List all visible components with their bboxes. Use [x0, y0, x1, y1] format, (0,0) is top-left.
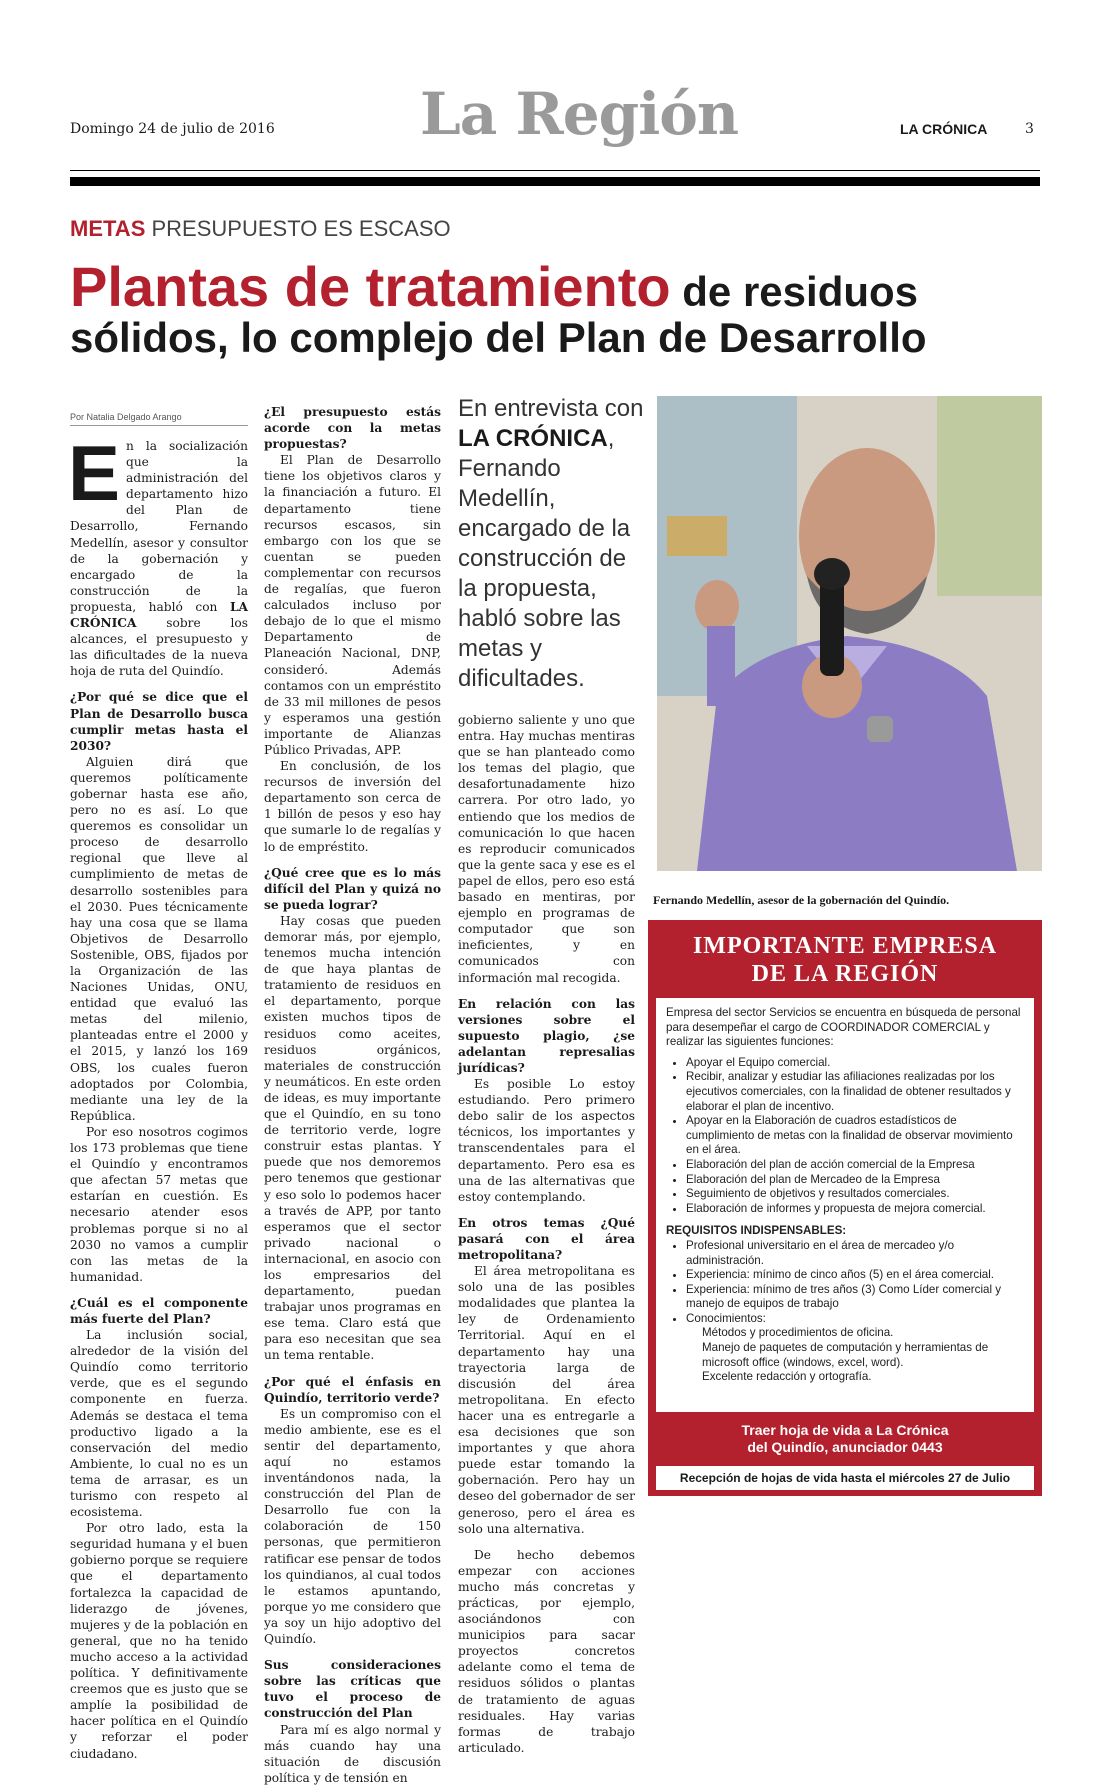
dropcap: E	[68, 429, 121, 517]
header-rule-thick	[70, 177, 1040, 186]
question-1: ¿Por qué se dice que el Plan de Desarrollo busca cumplir metas hasta el 2030?	[70, 690, 248, 753]
ad-body	[656, 998, 1034, 1412]
answer-3a: El Plan de Desarrollo tiene los objetivos claros y la financiación a futuro. El departamento tiene recursos escasos, sin embargo con los que se cuentan se pueden complementar con recursos de regalías, que fueron calculados incluso por debajo de lo que el mismo Departamento de Planeación Nacional, DNP, consideró. Además contamos con un empréstito de 33 mil millones de pesos y esperamos una gestión importante de Alianzas Público Privadas, APP.	[264, 453, 441, 757]
ad-function-item: • Recibir, analizar y estudiar las afiliaciones realizadas por los ejecutivos comerciales, con la finalidad de obtener resultados y elaborar el plan de incentivo.	[686, 1070, 1024, 1114]
ad-function-item: • Elaboración de informes y propuesta de mejora comercial.	[686, 1202, 1024, 1217]
photo-illustration	[657, 396, 1042, 871]
pull-quote-pre: En entrevista con	[458, 395, 644, 422]
classified-ad	[648, 920, 1042, 1496]
page-number: 3	[1025, 121, 1034, 137]
intro-text-b: sobre los alcances, el presupuesto y las dificultades de la nueva hoja de ruta del Quindío.	[70, 616, 248, 679]
ad-requirement-item: • Experiencia: mínimo de cinco años (5) en el área comercial.	[686, 1268, 1024, 1283]
question-5: ¿Por qué el énfasis en Quindío, territorio verde?	[264, 1374, 441, 1405]
pull-quote-post: , Fernando Medellín, encargado de la construcción de la propuesta, habló sobre las metas y dificultades.	[458, 425, 631, 692]
ad-title-line-1: IMPORTANTE EMPRESA	[692, 933, 998, 959]
answer-5: Es un compromiso con el medio ambiente, ese es el sentir del departamento, aquí no estamos inventándonos nada, la construcción del Plan de Desarrollo fue con la colaboración de 150 personas, que permitieron ratificar ese pensar de todos los quindianos, al cual todos le estamos apuntando, porque yo me considero que ya soy un hijo adoptivo del Quindío.	[264, 1406, 441, 1647]
answer-1a: Alguien dirá que queremos políticamente gobernar hasta ese año, pero no es así. Lo que queremos es consolidar un proceso de desarrollo regional que lleve al cumplimiento de metas de desarrollo sostenibles para el 2030. Pues técnicamente hay una cosa que se llama Objetivos de Desarrollo Sostenible, OBS, fijados por la Organización de las Naciones Unidas, ONU, entidad que evaluó las metas del milenio, planteadas entre el 2000 y el 2015, y lanzó los 169 OBS, los cuales fueron adoptados por Colombia, mediante una ley de la República.	[70, 754, 248, 1123]
pull-quote-brand: LA CRÓNICA	[458, 425, 608, 452]
ad-requirement-item: • Profesional universitario en el área de mercadeo y/o administración.	[686, 1239, 1024, 1268]
ad-requirements-title: REQUISITOS INDISPENSABLES:	[666, 1224, 847, 1238]
section-title: La Región	[420, 80, 739, 148]
ad-title-line-2: DE LA REGIÓN	[751, 961, 939, 987]
ad-title	[656, 932, 1034, 988]
ad-deadline: Recepción de hojas de vida hasta el miércoles 27 de Julio	[656, 1466, 1034, 1490]
headline	[70, 255, 1045, 362]
intro-text-a: n la socialización que la administración del departamento hizo del Plan de Desarrollo, Fernando Medellín, asesor y consultor de la gobernación y encargado de la construcción de la propuesta, habló con	[70, 439, 248, 614]
ad-call-line-1: Traer hoja de vida a La Crónica	[741, 1422, 949, 1438]
answer-4: Hay cosas que pueden demorar más, por ejemplo, tenemos mucha intención de que haya plantas de tratamiento de residuos en el departamento, porque existen muchos tipos de residuos como aceites, residuos orgánicos, materiales de construcción y neumáticos. En este orden de ideas, es muy importante que el Quindío, en su tono de territorio verde, logre construir estas plantas. Y puede que nos demoremos pero tenemos que gestionar y eso solo lo podemos hacer a través de APP, por tanto esperamos que el sector privado nacional o internacional, en asocio con los empresarios del departamento, puedan trabajar unos programas en ese tema. Claro está que para eso necesitan que sea un tema rentable.	[264, 913, 441, 1363]
headline-red: Plantas de tratamiento	[70, 255, 671, 318]
ad-function-item: • Elaboración del plan de acción comercial de la Empresa	[686, 1158, 1024, 1173]
answer-6b: gobierno saliente y uno que entra. Hay muchas mentiras que se han planteado como los temas del plagio, que desafortunadamente hizo carrera. Por otro lado, yo entiendo que los medios de comunicación lo que hacen es reproducir comunicados que la gente saca y ese es el papel de ellos, pero eso está basado en mentiras, por ejemplo en programas de computador que son ineficientes, y en comunicados con información mal recogida.	[458, 713, 635, 985]
ad-knowledge-list	[702, 1326, 1024, 1384]
article-column-2	[264, 404, 441, 1786]
ad-function-item: • Apoyar el Equipo comercial.	[686, 1056, 1024, 1071]
article-kicker	[70, 216, 451, 242]
article-column-1	[68, 429, 248, 1772]
intro-brand: LA CRÓNICA	[70, 599, 248, 631]
answer-8b: De hecho debemos empezar con acciones mucho más concretas y prácticas, por ejemplo, asociándonos con municipios para sacar proyectos concretos adelante como el tema de residuos sólidos o plantas de tratamiento de aguas residuales. Hay varias formas de trabajo articulado.	[458, 1547, 635, 1755]
question-6: Sus consideraciones sobre las críticas que tuvo el proceso de construcción del Plan	[264, 1658, 441, 1721]
ad-call-line-2: del Quindío, anunciador 0443	[747, 1439, 943, 1455]
intro-paragraph	[68, 429, 248, 679]
question-2: ¿Cuál es el componente más fuerte del Plan?	[70, 1295, 248, 1326]
byline: Por Natalia Delgado Arango	[70, 412, 182, 422]
ad-intro: Empresa del sector Servicios se encuentra en búsqueda de personal para desempeñar el cargo de COORDINADOR COMERCIAL y realizar las siguientes funciones:	[666, 1006, 1021, 1049]
question-4: ¿Qué cree que es lo más difícil del Plan y quizá no se pueda lograr?	[264, 865, 441, 912]
ad-requirement-item: • Experiencia: mínimo de tres años (3) Como Líder comercial y manejo de equipos de trabajo	[686, 1283, 1024, 1312]
answer-8a: El área metropolitana es solo una de las posibles modalidades que plantea la ley de Ordenamiento Territorial. Aquí en el departamento hay una trayectoria larga de discusión del área metropolitana. En efecto hacer una es entregarle a esa decisiones que son importantes y que ahora puede estar tomando la gobernación. Pero hay un deseo del gobernador de ser generoso, pero el área es solo una alternativa.	[458, 1264, 635, 1536]
answer-2a: La inclusión social, alrededor de la visión del Quindío como territorio verde, que es el segundo componente en fuerza. Además se destaca el tema productivo ligado a la conservación del medio Ambiente, lo cual no es un tema de arrasar, es un turismo con respeto al ecosistema.	[70, 1328, 248, 1520]
issue-date: Domingo 24 de julio de 2016	[70, 121, 275, 137]
ad-requirement-item: • Conocimientos:	[686, 1312, 1024, 1327]
photo-caption: Fernando Medellín, asesor de la gobernación del Quindío.	[653, 893, 950, 907]
ad-requirements-list	[686, 1239, 1024, 1327]
answer-1b: Por eso nosotros cogimos los 173 problemas que tiene el Quindío y encontramos que afectan 57 metas que estarían en cuestión. Es necesario atender esos problemas porque si no al 2030 no vamos a cumplir con las metas de la humanidad.	[70, 1124, 248, 1284]
ad-call-to-action	[656, 1422, 1034, 1456]
answer-3b: En conclusión, de los recursos de inversión del departamento son cerca de 1 billón de pesos y eso hay que sumarle lo de regalías y lo de empréstito.	[264, 759, 441, 854]
question-8: En otros temas ¿Qué pasará con el área metropolitana?	[458, 1215, 635, 1262]
kicker-sub: PRESUPUESTO ES ESCASO	[151, 216, 451, 241]
question-7: En relación con las versiones sobre el supuesto plagio, ¿se adelantan represalias jurídicas?	[458, 996, 635, 1075]
ad-function-item: • Elaboración del plan de Mercadeo de la Empresa	[686, 1173, 1024, 1188]
ad-knowledge-item: Excelente redacción y ortografía.	[702, 1370, 872, 1384]
ad-knowledge-item: Manejo de paquetes de computación y herramientas de microsoft office (windows, excel, word).	[702, 1341, 989, 1369]
answer-6a: Para mí es algo normal y más cuando hay una situación de discusión política y de tensión en	[264, 1722, 441, 1785]
answer-2b: Por otro lado, esta la seguridad humana y el buen gobierno porque se requiere que el departamento fortalezca la capacidad de liderazgo de jóvenes, mujeres y de la población en general, que no ha tenido mucho acceso a la actividad política. Y definitivamente creemos que es justo que se amplíe la posibilidad de hacer política en el Quindío y reforzar el poder ciudadano.	[70, 1521, 248, 1761]
ad-knowledge-item: Métodos y procedimientos de oficina.	[702, 1326, 894, 1340]
header-rule-thin	[70, 170, 1040, 171]
answer-7: Es posible Lo estoy estudiando. Pero primero debo salir de los aspectos técnicos, los importantes y transcendentales para el departamento. Pero esa es una de las alternativas que estoy contemplando.	[458, 1077, 635, 1204]
kicker-main: METAS	[70, 216, 146, 241]
newspaper-name: LA CRÓNICA	[900, 121, 988, 137]
headline-rest: de residuos sólidos, lo complejo del Plan de Desarrollo	[70, 268, 927, 362]
ad-functions-list	[686, 1056, 1024, 1217]
byline-rule	[70, 425, 248, 426]
pull-quote	[458, 394, 648, 694]
question-3: ¿El presupuesto estás acorde con la metas propuestas?	[264, 405, 441, 452]
article-column-3	[458, 712, 635, 1766]
ad-function-item: • Apoyar en la Elaboración de cuadros estadísticos de cumplimiento de metas con la finalidad de observar movimiento en el área.	[686, 1114, 1024, 1158]
interviewee-photo	[657, 396, 1042, 871]
ad-function-item: • Seguimiento de objetivos y resultados comerciales.	[686, 1187, 1024, 1202]
